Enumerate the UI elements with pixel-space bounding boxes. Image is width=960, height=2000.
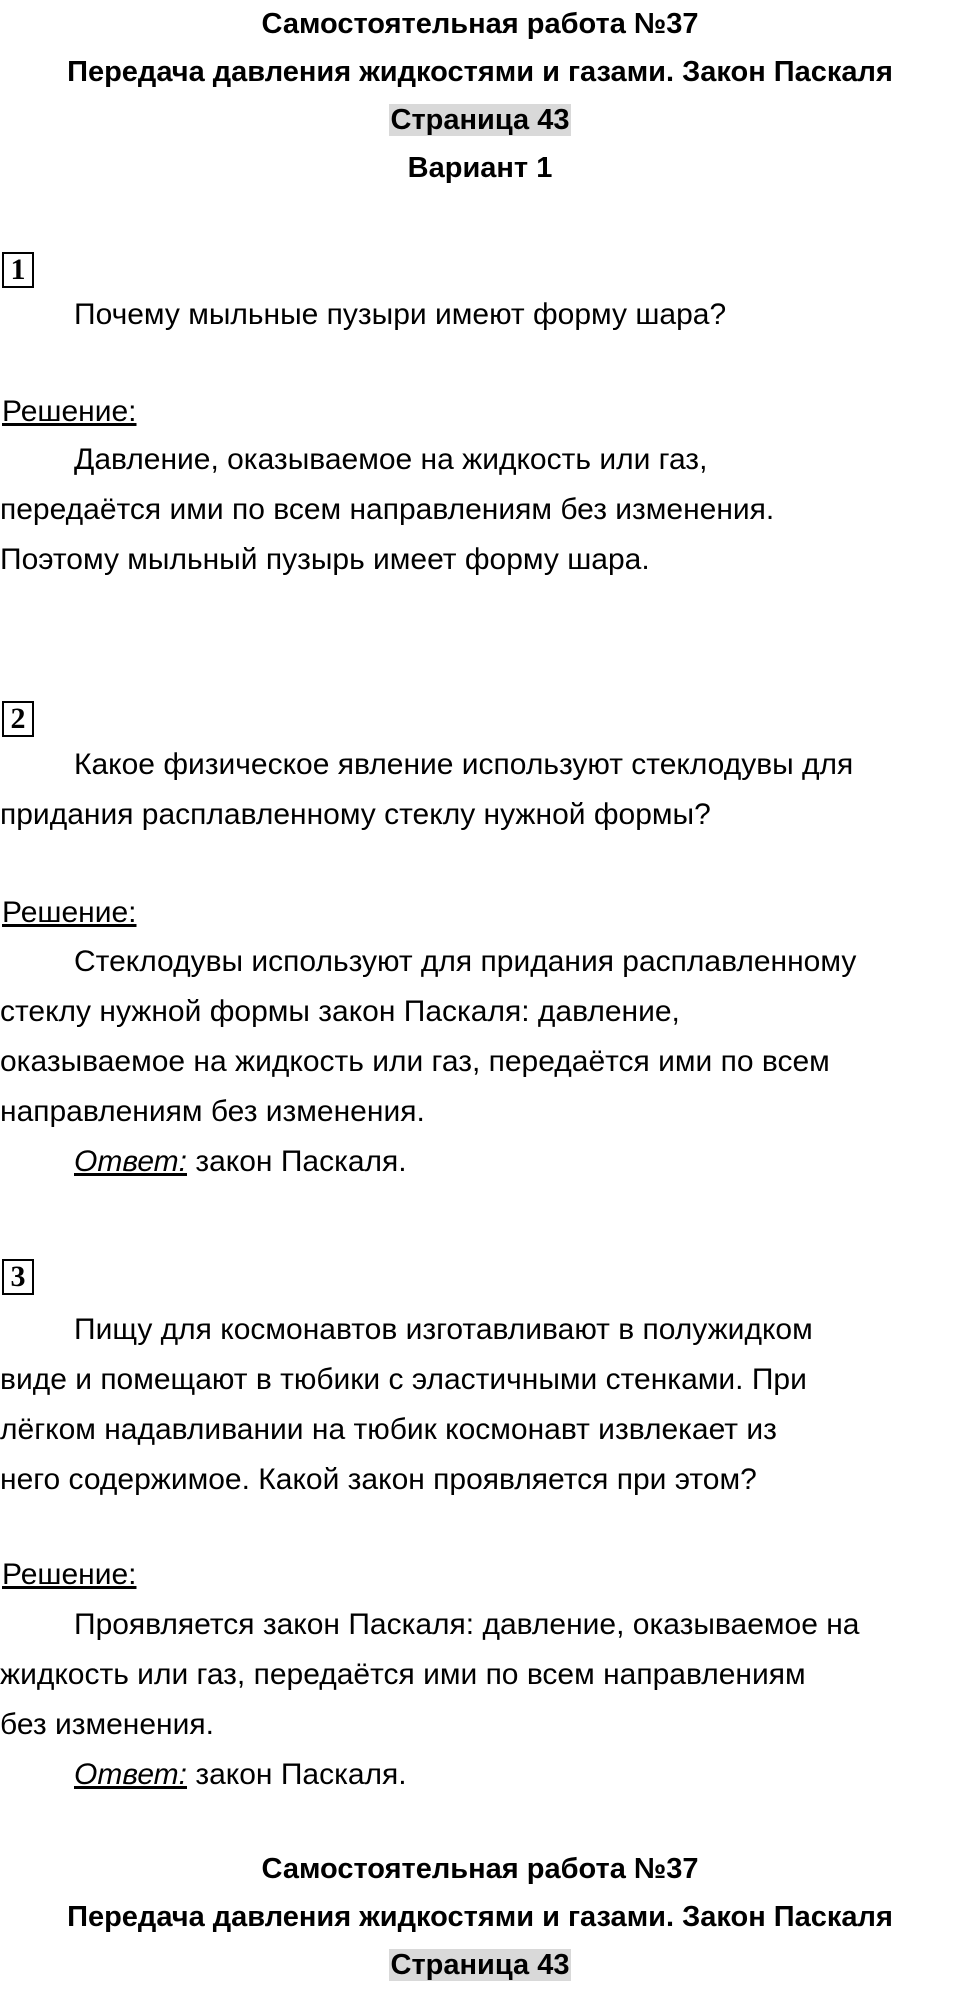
task-1-question: Почему мыльные пузыри имеют форму шара?	[74, 298, 727, 331]
work-title: Самостоятельная работа №37	[261, 8, 699, 40]
document-header	[0, 0, 960, 192]
task-3-solution: Проявляется закон Паскаля: давление, оказываемое на жидкость или газ, передаётся ими по всем направлениям без изменения. Ответ: закон Паскаля.	[0, 1600, 958, 1800]
task-1-solution-label: Решение:	[2, 395, 137, 428]
next-page-number: Страница 43	[390, 1949, 570, 1981]
task-number-1: 1	[2, 252, 34, 288]
page-number: Страница 43	[390, 104, 570, 136]
task-number-3: 3	[2, 1259, 34, 1295]
task-2-solution: Стеклодувы используют для придания расплавленному стеклу нужной формы закон Паскаля: давление, оказываемое на жидкость или газ, передаётся ими по всем направлениям без изменения. Ответ: закон Паскаля.	[0, 937, 958, 1187]
task-2-question: Какое физическое явление используют стеклодувы для придания расплавленному стеклу нужной формы?	[0, 748, 854, 831]
task-3-question: Пищу для космонавтов изготавливают в полужидком виде и помещают в тюбики с эластичными стенками. При лёгком надавливании на тюбик космонавт извлекает из него содержимое. Какой закон проявляется при этом?	[0, 1313, 813, 1496]
task-3-answer: Ответ: закон Паскаля.	[74, 1758, 407, 1791]
task-3-solution-label: Решение:	[2, 1558, 137, 1591]
next-topic-title: Передача давления жидкостями и газами. Закон Паскаля	[67, 1901, 893, 1933]
topic-title: Передача давления жидкостями и газами. Закон Паскаля	[67, 56, 893, 88]
task-2-answer: Ответ: закон Паскаля.	[74, 1145, 407, 1178]
task-1-solution: Давление, оказываемое на жидкость или газ, передаётся ими по всем направлениям без изменения. Поэтому мыльный пузырь имеет форму шара.	[0, 443, 775, 576]
task-number-2: 2	[2, 701, 34, 737]
variant-label: Вариант 1	[407, 152, 553, 184]
next-section-header	[0, 1845, 960, 1989]
task-2-solution-label: Решение:	[2, 896, 137, 929]
next-work-title: Самостоятельная работа №37	[261, 1853, 699, 1885]
